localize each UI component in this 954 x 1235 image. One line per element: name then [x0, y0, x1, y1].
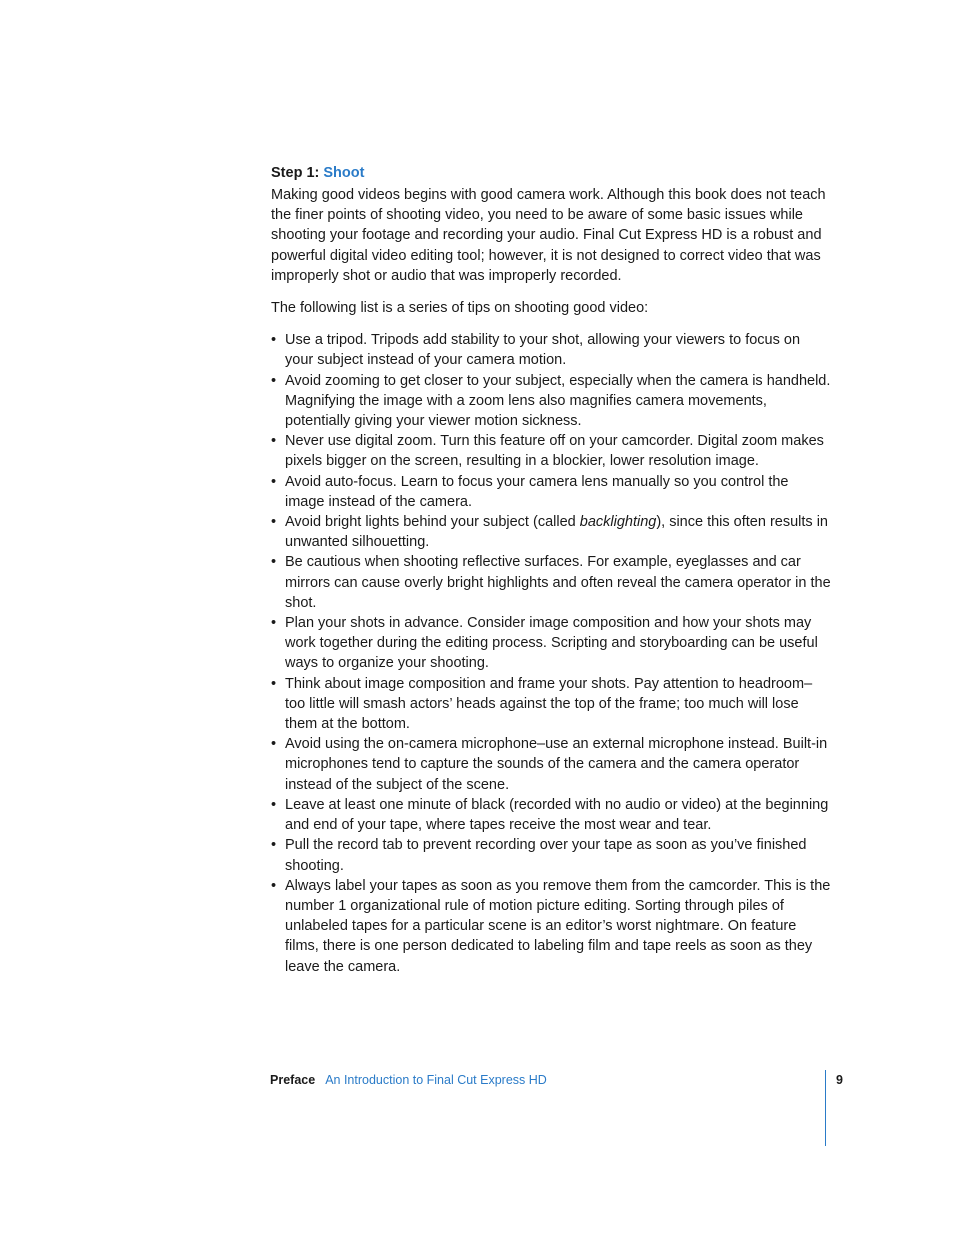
footer-chapter-link[interactable]: An Introduction to Final Cut Express HD	[325, 1073, 547, 1087]
page-footer	[270, 1072, 547, 1088]
tip-text-after: ), since this often results in unwanted silhouetting.	[285, 514, 828, 551]
bullet-marker: •	[271, 332, 277, 349]
tip-text: Avoid using the on-camera microphone–use an external microphone instead. Built-in microphones tend to capture the sounds of the camera and the camera operator instead of the subject of the scene.	[285, 736, 828, 793]
tip-list-item	[271, 734, 831, 795]
bullet-marker: •	[271, 877, 277, 894]
tip-text: Always label your tapes as soon as you remove them from the camcorder. This is the number 1 organizational rule of motion picture editing. Sorting through piles of unlabeled tapes for a particular scene is an editor’s worst nightmare. On feature films, there is one person dedicated to labeling film and tape reels as soon as they leave the camera.	[285, 877, 831, 975]
tip-list-item	[271, 472, 831, 512]
tip-text-italic: backlighting	[579, 514, 657, 531]
tip-text: Think about image composition and frame your shots. Pay attention to headroom–too little will smash actors’ heads against the top of the frame; too much will lose them at the bottom.	[285, 675, 813, 733]
page-content	[271, 163, 831, 977]
tip-list-item	[271, 552, 831, 613]
step-label: Step 1:	[271, 165, 320, 181]
tip-list-item	[271, 613, 831, 674]
footer-section: Preface	[270, 1073, 316, 1087]
bullet-marker: •	[271, 514, 277, 531]
tip-list-item	[271, 876, 831, 977]
tips-list	[271, 330, 831, 977]
tip-text: Be cautious when shooting reflective surfaces. For example, eyeglasses and car mirrors can cause overly bright highlights and often reveal the camera operator in the shot.	[285, 554, 831, 611]
tip-text: Leave at least one minute of black (recorded with no audio or video) at the beginning and end of your tape, where tapes receive the most wear and tear.	[285, 796, 829, 834]
tip-text	[285, 514, 828, 550]
bullet-marker: •	[271, 796, 277, 813]
page-number-rule	[825, 1070, 826, 1146]
list-intro: The following list is a series of tips on shooting good video:	[271, 300, 649, 317]
tip-list-item	[271, 674, 831, 735]
tip-text: Never use digital zoom. Turn this feature off on your camcorder. Digital zoom makes pixels bigger on the screen, resulting in a blockier, lower resolution image.	[285, 433, 824, 470]
tip-text: Plan your shots in advance. Consider image composition and how your shots may work together during the editing process. Scripting and storyboarding can be useful ways to organize your shooting.	[285, 615, 818, 672]
bullet-marker: •	[271, 554, 277, 571]
step-title: Shoot	[323, 165, 365, 181]
tip-list-item	[271, 371, 831, 432]
tip-list-item	[271, 330, 831, 370]
bullet-marker: •	[271, 615, 277, 632]
tip-text-before: Avoid bright lights behind your subject (called	[285, 514, 580, 531]
bullet-marker: •	[271, 736, 277, 753]
tip-text: Avoid zooming to get closer to your subject, especially when the camera is handheld. Magnifying the image with a zoom lens also magnifies camera movements, potentially giving your viewer motion sickness.	[285, 372, 831, 430]
tip-text: Use a tripod. Tripods add stability to your shot, allowing your viewers to focus on your subject instead of your camera motion.	[285, 332, 801, 369]
tip-text: Avoid auto-focus. Learn to focus your camera lens manually so you control the image instead of the camera.	[285, 473, 789, 510]
bullet-marker: •	[271, 473, 277, 490]
step-heading	[271, 163, 831, 183]
tip-list-item	[271, 795, 831, 835]
intro-paragraph: Making good videos begins with good camera work. Although this book does not teach the finer points of shooting video, you need to be aware of some basic issues while shooting your footage and recording your audio. Final Cut Express HD is a robust and powerful digital video editing tool; however, it is not designed to correct video that was improperly shot or audio that was improperly recorded.	[271, 187, 826, 284]
tip-list-item	[271, 512, 831, 552]
tip-text: Pull the record tab to prevent recording over your tape as soon as you’ve finished shooting.	[285, 837, 807, 874]
bullet-marker: •	[271, 372, 277, 389]
page-number: 9	[836, 1073, 843, 1087]
tip-list-item	[271, 431, 831, 471]
bullet-marker: •	[271, 433, 277, 450]
bullet-marker: •	[271, 675, 277, 692]
tip-list-item	[271, 835, 831, 875]
bullet-marker: •	[271, 837, 277, 854]
